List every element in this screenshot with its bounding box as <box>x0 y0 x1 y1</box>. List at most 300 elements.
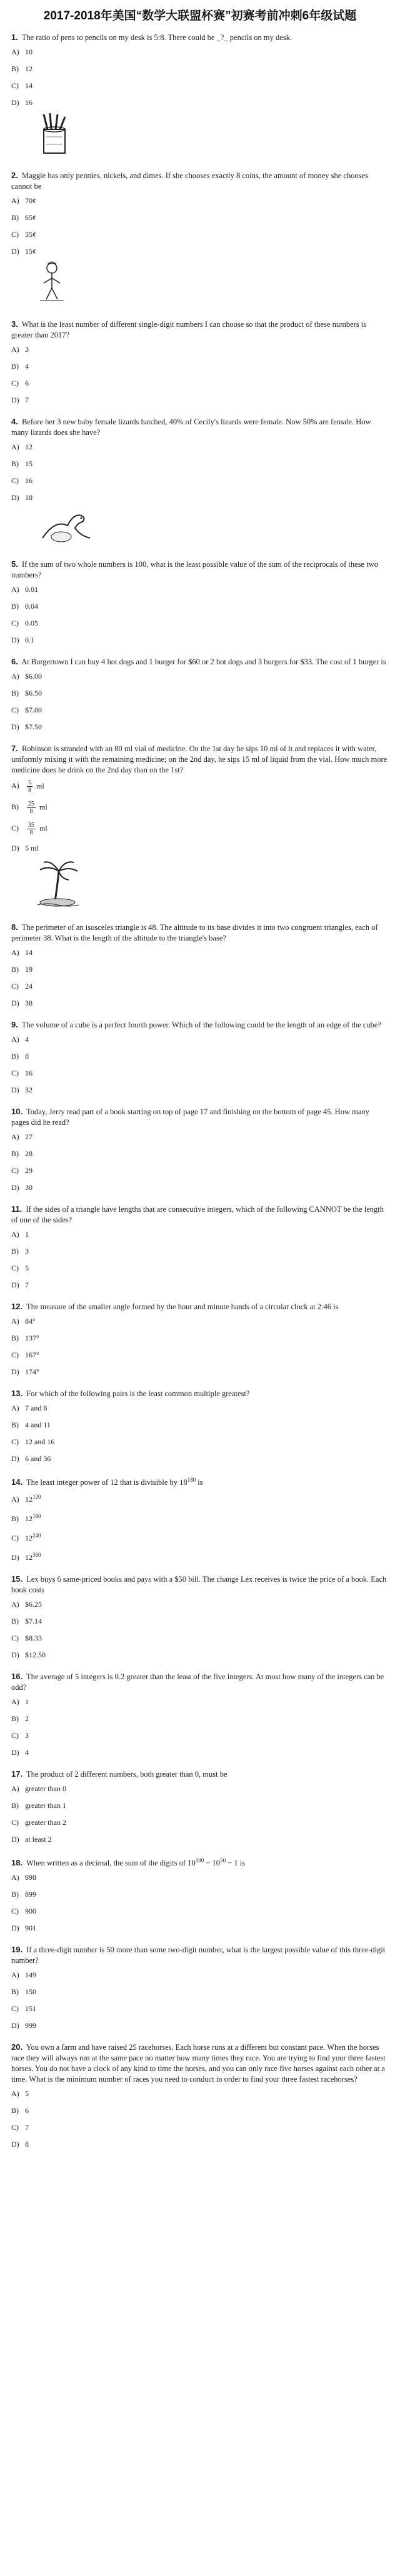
option-text: 65¢ <box>25 213 36 222</box>
option-label: B) <box>11 1052 19 1061</box>
question-text: For which of the following pairs is the least common multiple greatest? <box>26 1389 250 1398</box>
option-text: 10 <box>25 47 32 56</box>
answer-option[interactable] <box>11 1229 389 1239</box>
question-8 <box>11 922 389 1008</box>
option-text: 15 <box>25 459 32 468</box>
question-3 <box>11 319 389 405</box>
option-label: A) <box>11 585 19 594</box>
answer-option[interactable] <box>11 246 389 256</box>
question-stem <box>11 1671 389 1693</box>
option-label: D) <box>11 1748 19 1757</box>
question-text: The measure of the smaller angle formed by the hour and minute hands of a circular clock at 2:46 is <box>26 1302 339 1311</box>
option-label: D) <box>11 636 19 644</box>
answer-option[interactable] <box>11 47 389 57</box>
option-label: C) <box>11 1264 19 1272</box>
option-label: B) <box>11 2106 19 2115</box>
answer-option[interactable] <box>11 2139 389 2149</box>
answer-option[interactable] <box>11 688 389 698</box>
option-label: C) <box>11 1907 19 1916</box>
option-label: C) <box>11 1350 19 1359</box>
exponent: 180 <box>32 1513 41 1520</box>
question-number: 4. <box>11 417 18 426</box>
question-stem <box>11 1204 389 1226</box>
option-text: 900 <box>25 1907 36 1916</box>
option-label: B) <box>11 64 19 73</box>
answer-option[interactable] <box>11 1492 389 1504</box>
question-text: The volume of a cube is a perfect fourth power. Which of the following could be the length of an edge of the cube? <box>21 1021 382 1029</box>
option-text: 27 <box>25 1132 32 1141</box>
option-text: 6 <box>25 2106 29 2115</box>
answer-option[interactable] <box>11 344 389 354</box>
question-text: − 10 <box>204 1859 221 1868</box>
answer-option[interactable] <box>11 1906 389 1916</box>
answer-option[interactable] <box>11 1034 389 1044</box>
option-label: B) <box>11 1801 19 1810</box>
question-13 <box>11 1388 389 1464</box>
exponent: 180 <box>187 1477 196 1483</box>
option-text: 6 <box>25 379 29 387</box>
option-text: 5 <box>25 1264 29 1272</box>
question-text: If a three-digit number is 50 more than some two-digit number, what is the largest possible value of this three-digit number? <box>11 1945 386 1965</box>
option-text: 1 <box>25 1697 29 1707</box>
stick-figure-illustration <box>36 261 389 307</box>
answer-option[interactable] <box>11 1166 389 1176</box>
option-label: C) <box>11 81 19 90</box>
option-text: 4 <box>25 1748 29 1757</box>
question-stem <box>11 743 389 776</box>
answer-option[interactable] <box>11 779 389 794</box>
answer-option[interactable] <box>11 1085 389 1095</box>
option-text: 174° <box>25 1367 39 1376</box>
answer-option[interactable] <box>11 395 389 405</box>
answer-option[interactable] <box>11 1530 389 1543</box>
option-label: A) <box>11 1873 19 1882</box>
option-text: 0.01 <box>25 585 38 594</box>
question-text: The average of 5 integers is 0.2 greater than the least of the five integers. At most how many of the integers can be odd? <box>11 1672 384 1692</box>
question-text: The ratio of pens to pencils on my desk is 5:8. There could be _?_ pencils on my desk. <box>21 33 292 42</box>
option-label: C) <box>11 1534 19 1543</box>
answer-option[interactable] <box>11 822 389 836</box>
palm-island-illustration <box>36 857 389 911</box>
option-text: 149 <box>25 1970 36 1980</box>
option-label: D) <box>11 247 19 256</box>
question-16 <box>11 1671 389 1757</box>
answer-option[interactable] <box>11 722 389 732</box>
question-17 <box>11 1769 389 1844</box>
answer-option[interactable] <box>11 1889 389 1899</box>
question-stem <box>11 559 389 581</box>
question-text: You own a farm and have raised 25 racehorses. Each horse runs at a different but constant pace. When the horses race they will always run at the same pace no matter how many times they race. You are trying to find your three fastest horses. You do not have a clock of any kind to time the horses, and you can only race five horses against each other at a time. What is the minimum number of races you need to conduct in order to find your three fastest racehorses? <box>11 2043 386 2084</box>
fraction-denominator: 8 <box>28 787 31 794</box>
question-number: 2. <box>11 171 18 180</box>
option-text: 0.04 <box>25 602 38 611</box>
option-text: 16 <box>25 1069 32 1077</box>
exponent: 120 <box>32 1494 41 1500</box>
option-label: C) <box>11 824 19 833</box>
answer-option[interactable] <box>11 1333 389 1343</box>
option-text: 150 <box>25 1987 36 1997</box>
option-label: B) <box>11 689 19 697</box>
option-label: A) <box>11 1600 19 1609</box>
question-number: 9. <box>11 1020 18 1029</box>
answer-option[interactable] <box>11 2089 389 2099</box>
option-text: 7 <box>25 2123 29 2132</box>
question-stem <box>11 1769 389 1780</box>
option-label: C) <box>11 379 19 387</box>
answer-option[interactable] <box>11 1350 389 1360</box>
option-text: 7 <box>25 396 29 404</box>
option-label: D) <box>11 1086 19 1094</box>
option-label: C) <box>11 230 19 239</box>
option-label: A) <box>11 1035 19 1044</box>
option-label: D) <box>11 2021 19 2030</box>
option-text: $7.00 <box>25 706 42 714</box>
answer-option[interactable] <box>11 81 389 91</box>
option-label: A) <box>11 442 19 451</box>
question-text: At Burgertown I can buy 4 hot dogs and 1 burger for $60 or 2 hot dogs and 3 burgers for $33. The cost of 1 burger is <box>21 657 386 666</box>
answer-option[interactable] <box>11 1420 389 1430</box>
option-label: B) <box>11 802 19 812</box>
option-text: 38 <box>25 999 32 1007</box>
question-stem <box>11 1019 389 1031</box>
option-label: C) <box>11 2004 19 2014</box>
option-label: D) <box>11 1835 19 1844</box>
question-9 <box>11 1019 389 1095</box>
option-unit: ml <box>34 781 44 791</box>
answer-option[interactable] <box>11 378 389 388</box>
answer-option[interactable] <box>11 705 389 715</box>
question-stem <box>11 2042 389 2085</box>
power-base: 12 <box>25 1553 32 1562</box>
option-label: B) <box>11 1334 19 1342</box>
answer-option[interactable] <box>11 64 389 74</box>
option-label: B) <box>11 1247 19 1256</box>
answer-option[interactable] <box>11 1633 389 1643</box>
option-unit: ml <box>38 824 48 833</box>
question-stem <box>11 1301 389 1312</box>
answer-option[interactable] <box>11 1923 389 1933</box>
question-18 <box>11 1855 389 1933</box>
option-label: B) <box>11 213 19 222</box>
answer-option[interactable] <box>11 1800 389 1810</box>
option-text: $7.50 <box>25 722 42 731</box>
option-text: 8 <box>25 2140 29 2149</box>
option-text: 84° <box>25 1317 36 1325</box>
question-number: 13. <box>11 1389 23 1398</box>
option-label: C) <box>11 1634 19 1643</box>
option-text: 12 <box>25 442 32 451</box>
question-4 <box>11 416 389 547</box>
question-number: 10. <box>11 1107 23 1116</box>
answer-option[interactable] <box>11 1316 389 1326</box>
option-label: A) <box>11 672 19 681</box>
option-text: 70¢ <box>25 196 36 205</box>
lizard-illustration <box>36 507 389 547</box>
question-stem <box>11 1574 389 1595</box>
option-text: 15¢ <box>25 247 36 256</box>
question-text: When written as a decimal, the sum of the digits of 10 <box>26 1859 196 1868</box>
question-text: Before her 3 new baby female lizards hatched, 40% of Cecily's lizards were female. Now 50% are female. How many lizards does she have? <box>11 417 371 437</box>
option-label: D) <box>11 2140 19 2149</box>
option-label: A) <box>11 1697 19 1707</box>
question-text: Robinson is stranded with an 80 ml vial of medicine. On the 1st day he sips 10 ml of it and replaces it with water, uniformly mixing it with the remaining medicine; on the 2nd day, he sips 15 ml of liquid from the vial. How much more medicine does he drink on the 2nd day than on the 1st? <box>11 744 388 774</box>
question-15 <box>11 1574 389 1660</box>
question-12 <box>11 1301 389 1377</box>
question-number: 15. <box>11 1574 23 1584</box>
answer-option[interactable] <box>11 1599 389 1609</box>
option-label: C) <box>11 1437 19 1446</box>
option-label: C) <box>11 1731 19 1740</box>
question-5 <box>11 559 389 645</box>
option-label: B) <box>11 1890 19 1899</box>
answer-option[interactable] <box>11 196 389 206</box>
option-text: 999 <box>25 2021 36 2030</box>
option-text: 167° <box>25 1350 39 1359</box>
answer-option[interactable] <box>11 981 389 991</box>
answer-option[interactable] <box>11 1454 389 1464</box>
question-stem <box>11 1855 389 1869</box>
answer-option[interactable] <box>11 1730 389 1740</box>
option-text: 5 <box>25 2089 29 2099</box>
option-label: A) <box>11 781 19 791</box>
option-label: D) <box>11 1367 19 1376</box>
answer-option[interactable] <box>11 1970 389 1980</box>
answer-option[interactable] <box>11 1051 389 1061</box>
option-label: A) <box>11 345 19 354</box>
option-text: 19 <box>25 965 32 974</box>
question-stem <box>11 1388 389 1399</box>
power-base: 12 <box>25 1514 32 1524</box>
question-stem <box>11 170 389 192</box>
exponent: 360 <box>32 1552 41 1559</box>
answer-option[interactable] <box>11 618 389 628</box>
fraction <box>27 779 32 794</box>
option-text: 28 <box>25 1149 32 1158</box>
answer-option[interactable] <box>11 229 389 239</box>
option-text: 35¢ <box>25 230 36 239</box>
question-text: Maggie has only pennies, nickels, and dimes. If she chooses exactly 8 coins, the amount of money she chooses cannot be <box>11 171 369 191</box>
question-text: The least integer power of 12 that is divisible by 18 <box>26 1478 188 1487</box>
answer-option[interactable] <box>11 998 389 1008</box>
answer-option[interactable] <box>11 97 389 107</box>
question-number: 16. <box>11 1672 23 1682</box>
option-text: $8.33 <box>25 1634 42 1643</box>
option-text: 14 <box>25 81 32 90</box>
answer-option[interactable] <box>11 1246 389 1256</box>
answer-option[interactable] <box>11 1403 389 1413</box>
option-label: A) <box>11 1970 19 1980</box>
option-label: C) <box>11 706 19 714</box>
option-label: A) <box>11 948 19 957</box>
question-stem <box>11 1944 389 1966</box>
option-text: 8 <box>25 1052 29 1061</box>
option-label: B) <box>11 1987 19 1997</box>
option-label: C) <box>11 619 19 627</box>
answer-option[interactable] <box>11 2105 389 2115</box>
answer-option[interactable] <box>11 584 389 594</box>
option-label: D) <box>11 1183 19 1192</box>
answer-option[interactable] <box>11 635 389 645</box>
option-label: A) <box>11 1495 19 1504</box>
question-number: 20. <box>11 2042 23 2052</box>
answer-option[interactable] <box>11 1834 389 1844</box>
answer-option[interactable] <box>11 1437 389 1447</box>
option-label: B) <box>11 1617 19 1626</box>
answer-option[interactable] <box>11 442 389 452</box>
power-base: 12 <box>25 1495 32 1504</box>
answer-option[interactable] <box>11 601 389 611</box>
answer-option[interactable] <box>11 476 389 486</box>
option-label: B) <box>11 1149 19 1158</box>
question-number: 14. <box>11 1477 23 1487</box>
answer-option[interactable] <box>11 459 389 469</box>
option-text: greater than 2 <box>25 1818 66 1827</box>
fraction-numerator: 5 <box>28 779 31 786</box>
option-text: greater than 1 <box>25 1801 66 1810</box>
question-number: 1. <box>11 32 18 42</box>
option-text: 0.1 <box>25 636 34 644</box>
option-text: $6.25 <box>25 1600 42 1609</box>
option-text: 4 and 11 <box>25 1420 51 1429</box>
answer-option[interactable] <box>11 843 389 853</box>
option-text: 1 <box>25 1230 29 1239</box>
option-label: C) <box>11 1069 19 1077</box>
option-text: 6 and 36 <box>25 1454 51 1463</box>
answer-option[interactable] <box>11 1263 389 1273</box>
answer-option[interactable] <box>11 1987 389 1997</box>
option-label: B) <box>11 602 19 611</box>
answer-option[interactable] <box>11 947 389 957</box>
answer-option[interactable] <box>11 1817 389 1827</box>
option-label: C) <box>11 1166 19 1175</box>
option-unit: ml <box>38 802 48 812</box>
option-label: C) <box>11 982 19 991</box>
question-stem <box>11 922 389 944</box>
answer-option[interactable] <box>11 1747 389 1757</box>
answer-option[interactable] <box>11 1068 389 1078</box>
option-text: $6.50 <box>25 689 42 697</box>
option-label: D) <box>11 1281 19 1289</box>
question-2 <box>11 170 389 307</box>
option-text: 16 <box>25 476 32 485</box>
answer-option[interactable] <box>11 1697 389 1707</box>
question-number: 12. <box>11 1302 23 1311</box>
question-text: If the sum of two whole numbers is 100, what is the least possible value of the sum of the reciprocals of these two numbers? <box>11 560 378 579</box>
option-text: 16 <box>25 98 32 107</box>
question-number: 19. <box>11 1945 23 1955</box>
question-stem <box>11 656 389 667</box>
option-label: D) <box>11 1924 19 1933</box>
option-text: 901 <box>25 1924 36 1933</box>
option-text: 7 and 8 <box>25 1404 48 1412</box>
option-label: A) <box>11 1317 19 1325</box>
question-number: 7. <box>11 744 18 753</box>
question-text: The perimeter of an isosceles triangle is 48. The altitude to its base divides it into two congruent triangles, each of perimeter 38. What is the length of the altitude to the triangle's base? <box>11 923 378 942</box>
answer-option[interactable] <box>11 1182 389 1192</box>
option-label: A) <box>11 1230 19 1239</box>
question-text: Today, Jerry read part of a book starting on top of page 17 and finishing on the bottom of page 45. How many pages did he read? <box>11 1107 369 1127</box>
option-text: 5 ml <box>25 844 39 852</box>
answer-option[interactable] <box>11 1784 389 1794</box>
option-text: 12 and 16 <box>25 1437 55 1446</box>
exponent: 100 <box>195 1857 204 1864</box>
answer-option[interactable] <box>11 801 389 815</box>
answer-option[interactable] <box>11 2004 389 2014</box>
answer-option[interactable] <box>11 1280 389 1290</box>
answer-option[interactable] <box>11 1367 389 1377</box>
answer-option[interactable] <box>11 212 389 222</box>
option-text: 29 <box>25 1166 32 1175</box>
answer-option[interactable] <box>11 1149 389 1159</box>
answer-option[interactable] <box>11 964 389 974</box>
option-label: D) <box>11 999 19 1007</box>
question-number: 11. <box>11 1204 22 1214</box>
answer-option[interactable] <box>11 1714 389 1724</box>
answer-option[interactable] <box>11 2020 389 2030</box>
document-title: 2017-2018年美国“数学大联盟杯赛”初赛考前冲刺6年级试题 <box>43 9 357 22</box>
answer-option[interactable] <box>11 671 389 681</box>
option-text: 32 <box>25 1086 32 1094</box>
exponent: 50 <box>220 1857 226 1864</box>
option-text: 4 <box>25 1035 29 1044</box>
question-text: If the sides of a triangle have lengths that are consecutive integers, which of the following CANNOT be the length of one of the sides? <box>11 1205 384 1224</box>
option-label: B) <box>11 362 19 371</box>
question-number: 5. <box>11 559 18 569</box>
question-7 <box>11 743 389 911</box>
pencil-cup-illustration <box>36 112 389 159</box>
option-label: A) <box>11 1132 19 1141</box>
answer-option[interactable] <box>11 1550 389 1562</box>
question-14 <box>11 1475 389 1562</box>
answer-option[interactable] <box>11 1132 389 1142</box>
option-label: D) <box>11 396 19 404</box>
option-text: 4 <box>25 362 29 371</box>
option-label: A) <box>11 1404 19 1412</box>
option-text: $6.00 <box>25 672 42 681</box>
question-stem <box>11 1106 389 1128</box>
option-text: 12 <box>25 64 32 73</box>
option-text: 18 <box>25 493 32 502</box>
question-text: − 1 is <box>226 1859 246 1868</box>
question-text: Lex buys 6 same-priced books and pays with a $50 bill. The change Lex receives is twice the price of a book. Each book costs <box>11 1575 387 1595</box>
option-text: 0.05 <box>25 619 38 627</box>
answer-option[interactable] <box>11 1650 389 1660</box>
question-text: What is the least number of different single-digit numbers I can choose so that the product of these numbers is greater than 2017? <box>11 320 367 339</box>
question-text: The product of 2 different numbers, both greater than 0, must be <box>26 1770 228 1779</box>
option-label: B) <box>11 965 19 974</box>
option-text: at least 2 <box>25 1835 52 1844</box>
answer-option[interactable] <box>11 1872 389 1882</box>
option-label: A) <box>11 196 19 205</box>
answer-option[interactable] <box>11 492 389 502</box>
question-stem <box>11 32 389 43</box>
question-stem <box>11 416 389 438</box>
question-10 <box>11 1106 389 1192</box>
option-label: D) <box>11 844 19 852</box>
option-label: B) <box>11 1714 19 1724</box>
option-text: 137° <box>25 1334 39 1342</box>
question-stem <box>11 319 389 341</box>
answer-option[interactable] <box>11 2122 389 2132</box>
answer-option[interactable] <box>11 1616 389 1626</box>
option-text: greater than 0 <box>25 1784 66 1794</box>
answer-option[interactable] <box>11 1511 389 1524</box>
exponent: 240 <box>32 1532 41 1539</box>
question-text: is <box>196 1478 203 1487</box>
question-number: 3. <box>11 319 18 329</box>
answer-option[interactable] <box>11 361 389 371</box>
option-text: $12.50 <box>25 1650 46 1660</box>
